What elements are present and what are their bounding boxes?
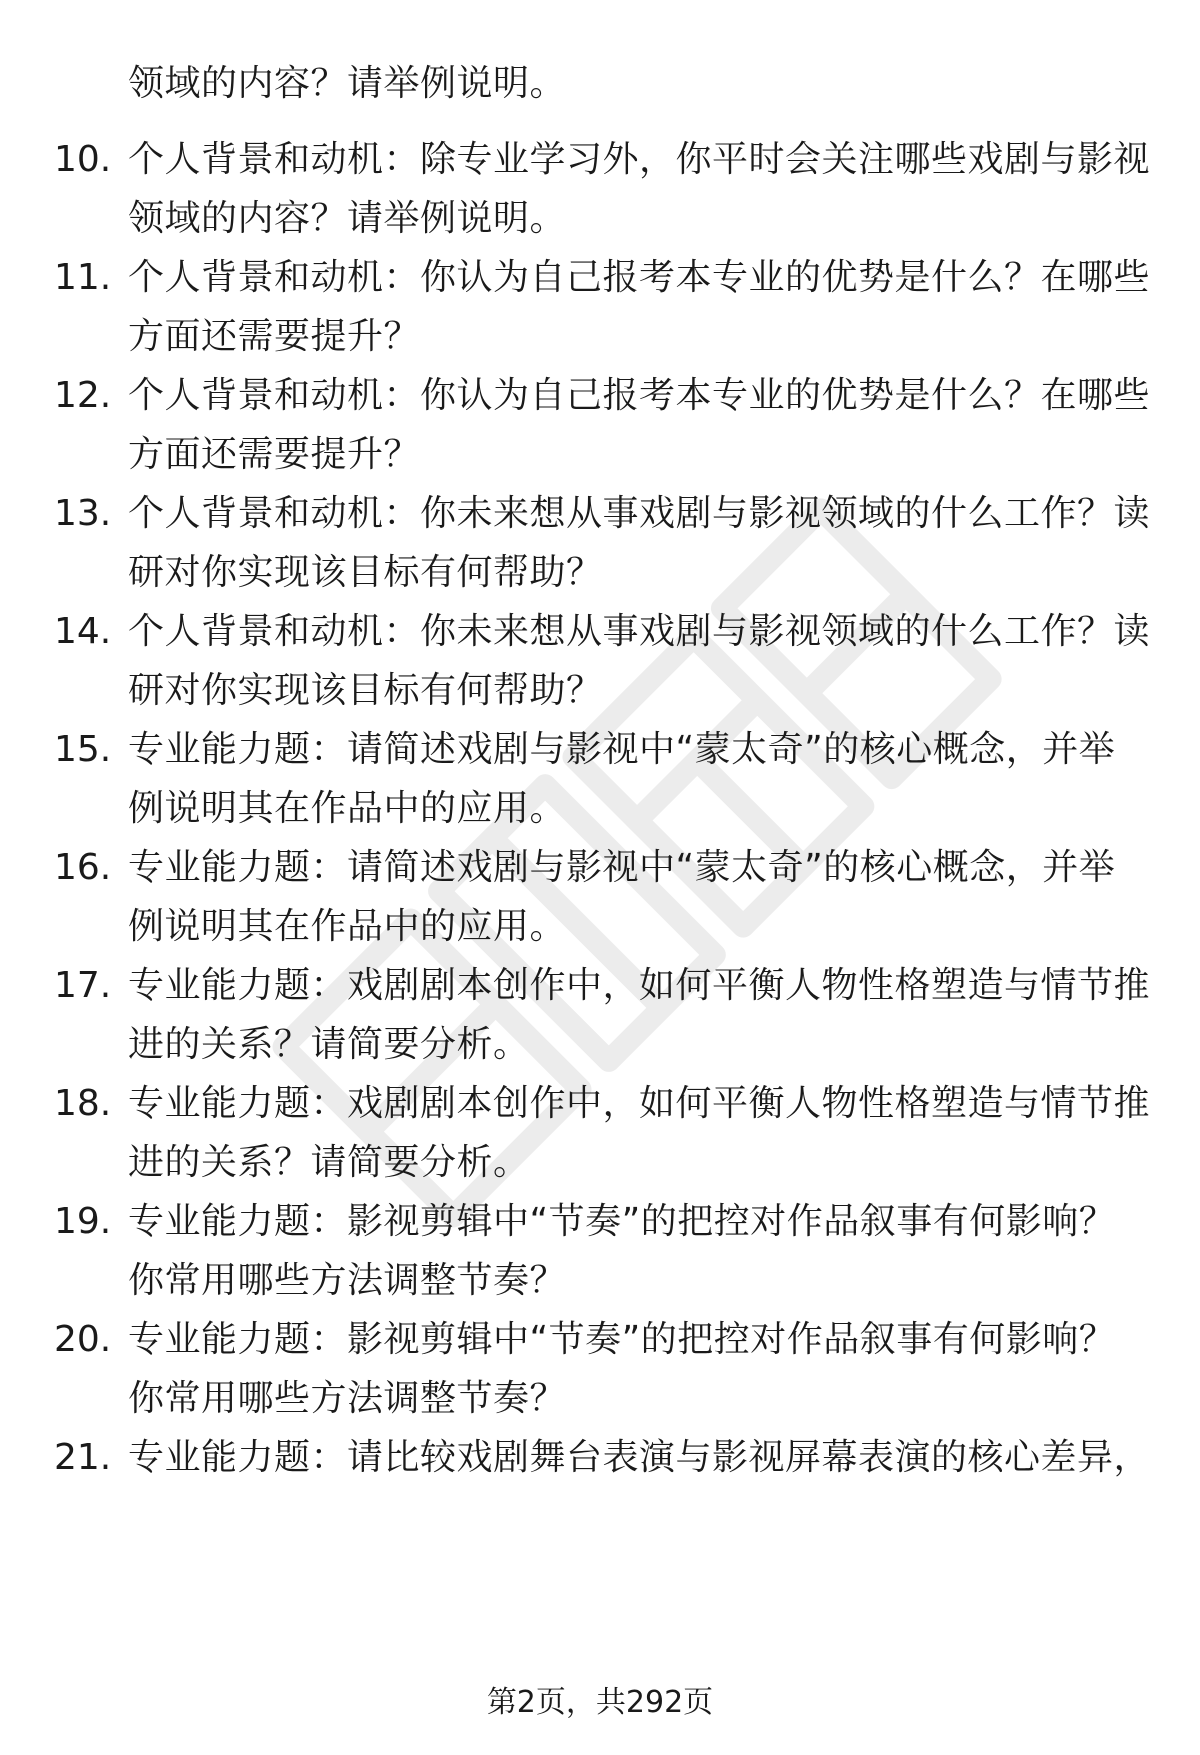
item-number: 16. <box>54 847 112 888</box>
item-number: 18. <box>54 1083 112 1124</box>
item-text-line-1: 专业能力题：影视剪辑中“节奏”的把控对作品叙事有何影响？ <box>128 1201 1116 1242</box>
item-number: 17. <box>54 965 112 1006</box>
continuation-line: 领域的内容？请举例说明。 <box>128 63 567 104</box>
item-text-line-2: 研对你实现该目标有何帮助？ <box>128 552 603 593</box>
item-text-line-1: 专业能力题：戏剧剧本创作中，如何平衡人物性格塑造与情节推 <box>128 965 1151 1006</box>
item-text-line-2: 研对你实现该目标有何帮助？ <box>128 670 603 711</box>
item-text-line-2: 例说明其在作品中的应用。 <box>128 788 567 829</box>
page-number-footer: 第2页，共292页 <box>486 1685 714 1720</box>
item-number: 20. <box>54 1319 112 1360</box>
item-number: 15. <box>54 729 112 770</box>
item-text-line-1: 专业能力题：请比较戏剧舞台表演与影视屏幕表演的核心差异， <box>128 1437 1151 1478</box>
item-text-line-1: 个人背景和动机：你认为自己报考本专业的优势是什么？在哪些 <box>128 257 1151 298</box>
item-text-line-2: 领域的内容？请举例说明。 <box>128 198 567 239</box>
item-number: 12. <box>54 375 112 416</box>
item-text-line-2: 你常用哪些方法调整节奏？ <box>128 1260 567 1301</box>
item-text-line-1: 专业能力题：影视剪辑中“节奏”的把控对作品叙事有何影响？ <box>128 1319 1116 1360</box>
item-number: 13. <box>54 493 112 534</box>
item-text-line-2: 方面还需要提升？ <box>128 316 421 357</box>
item-number: 10. <box>54 139 112 180</box>
item-text-line-1: 个人背景和动机：你未来想从事戏剧与影视领域的什么工作？读 <box>128 611 1151 652</box>
item-text-line-2: 你常用哪些方法调整节奏？ <box>128 1378 567 1419</box>
item-number: 19. <box>54 1201 112 1242</box>
item-text-line-2: 例说明其在作品中的应用。 <box>128 906 567 947</box>
item-text-line-2: 进的关系？请简要分析。 <box>128 1024 530 1065</box>
item-text-line-1: 专业能力题：戏剧剧本创作中，如何平衡人物性格塑造与情节推 <box>128 1083 1151 1124</box>
item-number: 14. <box>54 611 112 652</box>
item-number: 21. <box>54 1437 112 1478</box>
item-text-line-2: 方面还需要提升？ <box>128 434 421 475</box>
item-text-line-1: 个人背景和动机：你未来想从事戏剧与影视领域的什么工作？读 <box>128 493 1151 534</box>
item-text-line-1: 个人背景和动机：你认为自己报考本专业的优势是什么？在哪些 <box>128 375 1151 416</box>
item-number: 11. <box>54 257 112 298</box>
item-text-line-1: 专业能力题：请简述戏剧与影视中“蒙太奇”的核心概念，并举 <box>128 847 1116 888</box>
item-text-line-1: 个人背景和动机：除专业学习外，你平时会关注哪些戏剧与影视 <box>128 139 1151 180</box>
item-text-line-2: 进的关系？请简要分析。 <box>128 1142 530 1183</box>
item-text-line-1: 专业能力题：请简述戏剧与影视中“蒙太奇”的核心概念，并举 <box>128 729 1116 770</box>
